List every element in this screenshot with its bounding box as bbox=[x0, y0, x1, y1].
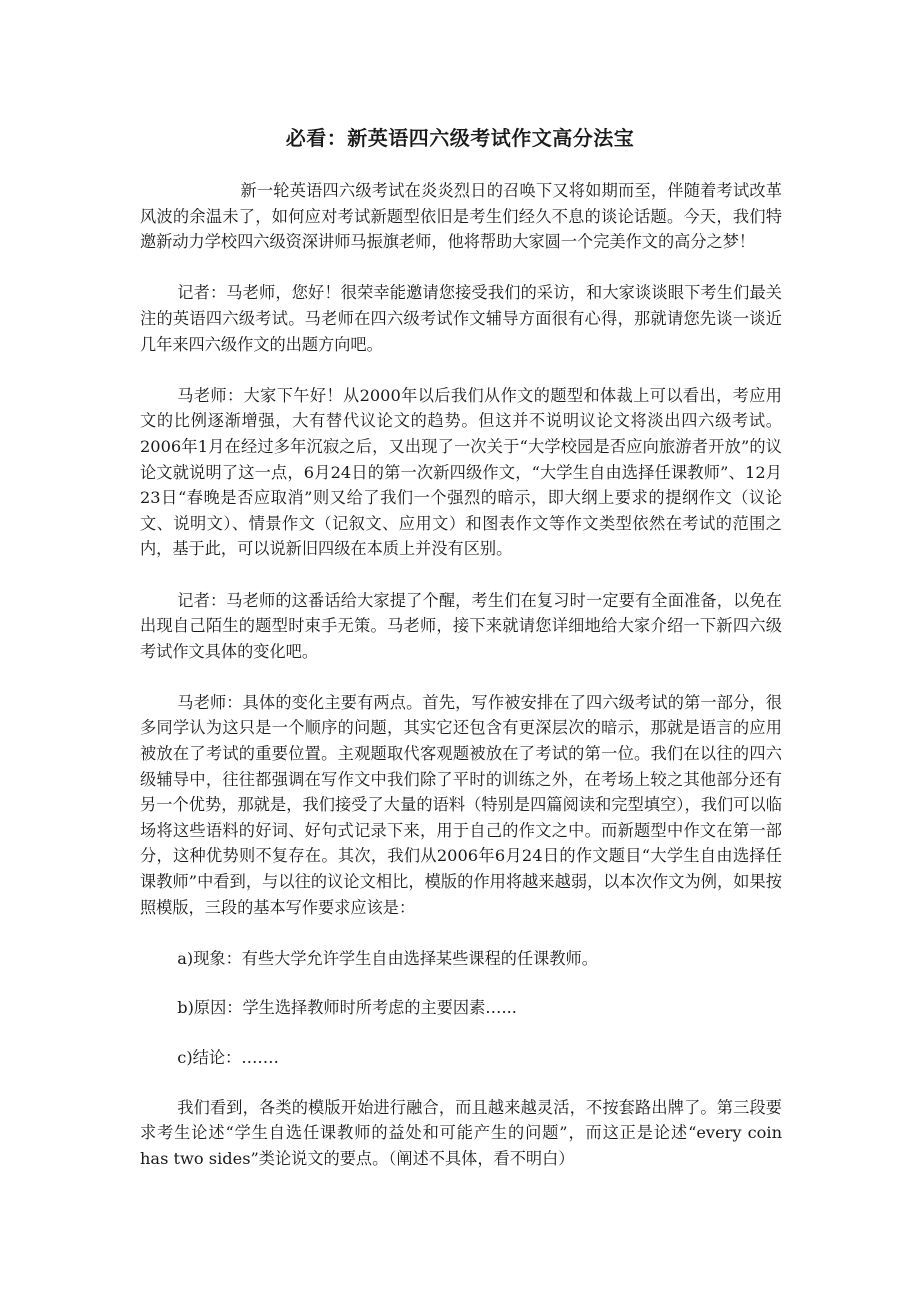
reporter-question-2: 记者：马老师的这番话给大家提了个醒，考生们在复习时一定要有全面准备，以免在出现自己陌生的题型时束手无策。马老师，接下来就请您详细地给大家介绍一下新四六级考试作文具体的变化吧。 bbox=[140, 590, 782, 661]
list-item-phenomenon: a)现象：有些大学允许学生自由选择某些课程的任课教师。 bbox=[177, 948, 598, 968]
intro-paragraph: 新一轮英语四六级考试在炎炎烈日的召唤下又将如期而至，伴随着考试改革风波的余温未了，如何应对考试新题型依旧是考生们经久不息的谈论话题。今天，我们特邀新动力学校四六级资深讲师马振旗老师，他将帮助大家圆一个完美作文的高分之梦！ bbox=[140, 181, 782, 252]
reporter-question-1: 记者：马老师，您好！很荣幸能邀请您接受我们的采访，和大家谈谈眼下考生们最关注的英语四六级考试。马老师在四六级考试作文辅导方面很有心得，那就请您先谈一谈近几年来四六级作文的出题方向吧。 bbox=[140, 283, 782, 354]
list-item-conclusion: c)结论：……. bbox=[177, 1048, 279, 1067]
document-title: 必看：新英语四六级考试作文高分法宝 bbox=[285, 126, 635, 150]
document-body bbox=[140, 178, 782, 1197]
closing-paragraph: 我们看到，各类的模版开始进行融合，而且越来越灵活，不按套路出牌了。第三段要求考生论述“学生自选任课教师的益处和可能产生的问题”，而这正是论述“every coin has two sides”类论说文的要点。（阐述不具体，看不明白） bbox=[140, 1097, 782, 1168]
teacher-answer-1: 马老师：大家下午好！从2000年以后我们从作文的题型和体裁上可以看出，考应用文的比例逐渐增强，大有替代议论文的趋势。但这并不说明议论文将淡出四六级考试。2006年1月在经过多年沉寂之后，又出现了一次关于“大学校园是否应向旅游者开放”的议论文就说明了这一点，6月24日的第一次新四级作文，“大学生自由选择任课教师”、12月23日“春晚是否应取消”则又给了我们一个强烈的暗示，即大纲上要求的提纲作文（议论文、说明文）、情景作文（记叙文、应用文）和图表作文等作文类型依然在考试的范围之内，基于此，可以说新旧四级在本质上并没有区别。 bbox=[140, 385, 782, 559]
teacher-answer-2: 马老师：具体的变化主要有两点。首先，写作被安排在了四六级考试的第一部分，很多同学认为这只是一个顺序的问题，其实它还包含有更深层次的暗示，那就是语言的应用被放在了考试的重要位置。主观题取代客观题被放在了考试的第一位。我们在以往的四六级辅导中，往往都强调在写作文中我们除了平时的训练之外，在考场上较之其他部分还有另一个优势，那就是，我们接受了大量的语料（特别是四篇阅读和完型填空），我们可以临场将这些语料的好词、好句式记录下来，用于自己的作文之中。而新题型中作文在第一部分，这种优势则不复存在。其次，我们从2006年6月24日的作文题目“大学生自由选择任课教师”中看到，与以往的议论文相比，模版的作用将越来越弱，以本次作文为例，如果按照模版，三段的基本写作要求应该是： bbox=[140, 692, 782, 917]
list-item-reason: b)原因：学生选择教师时所考虑的主要因素…... bbox=[177, 998, 517, 1018]
